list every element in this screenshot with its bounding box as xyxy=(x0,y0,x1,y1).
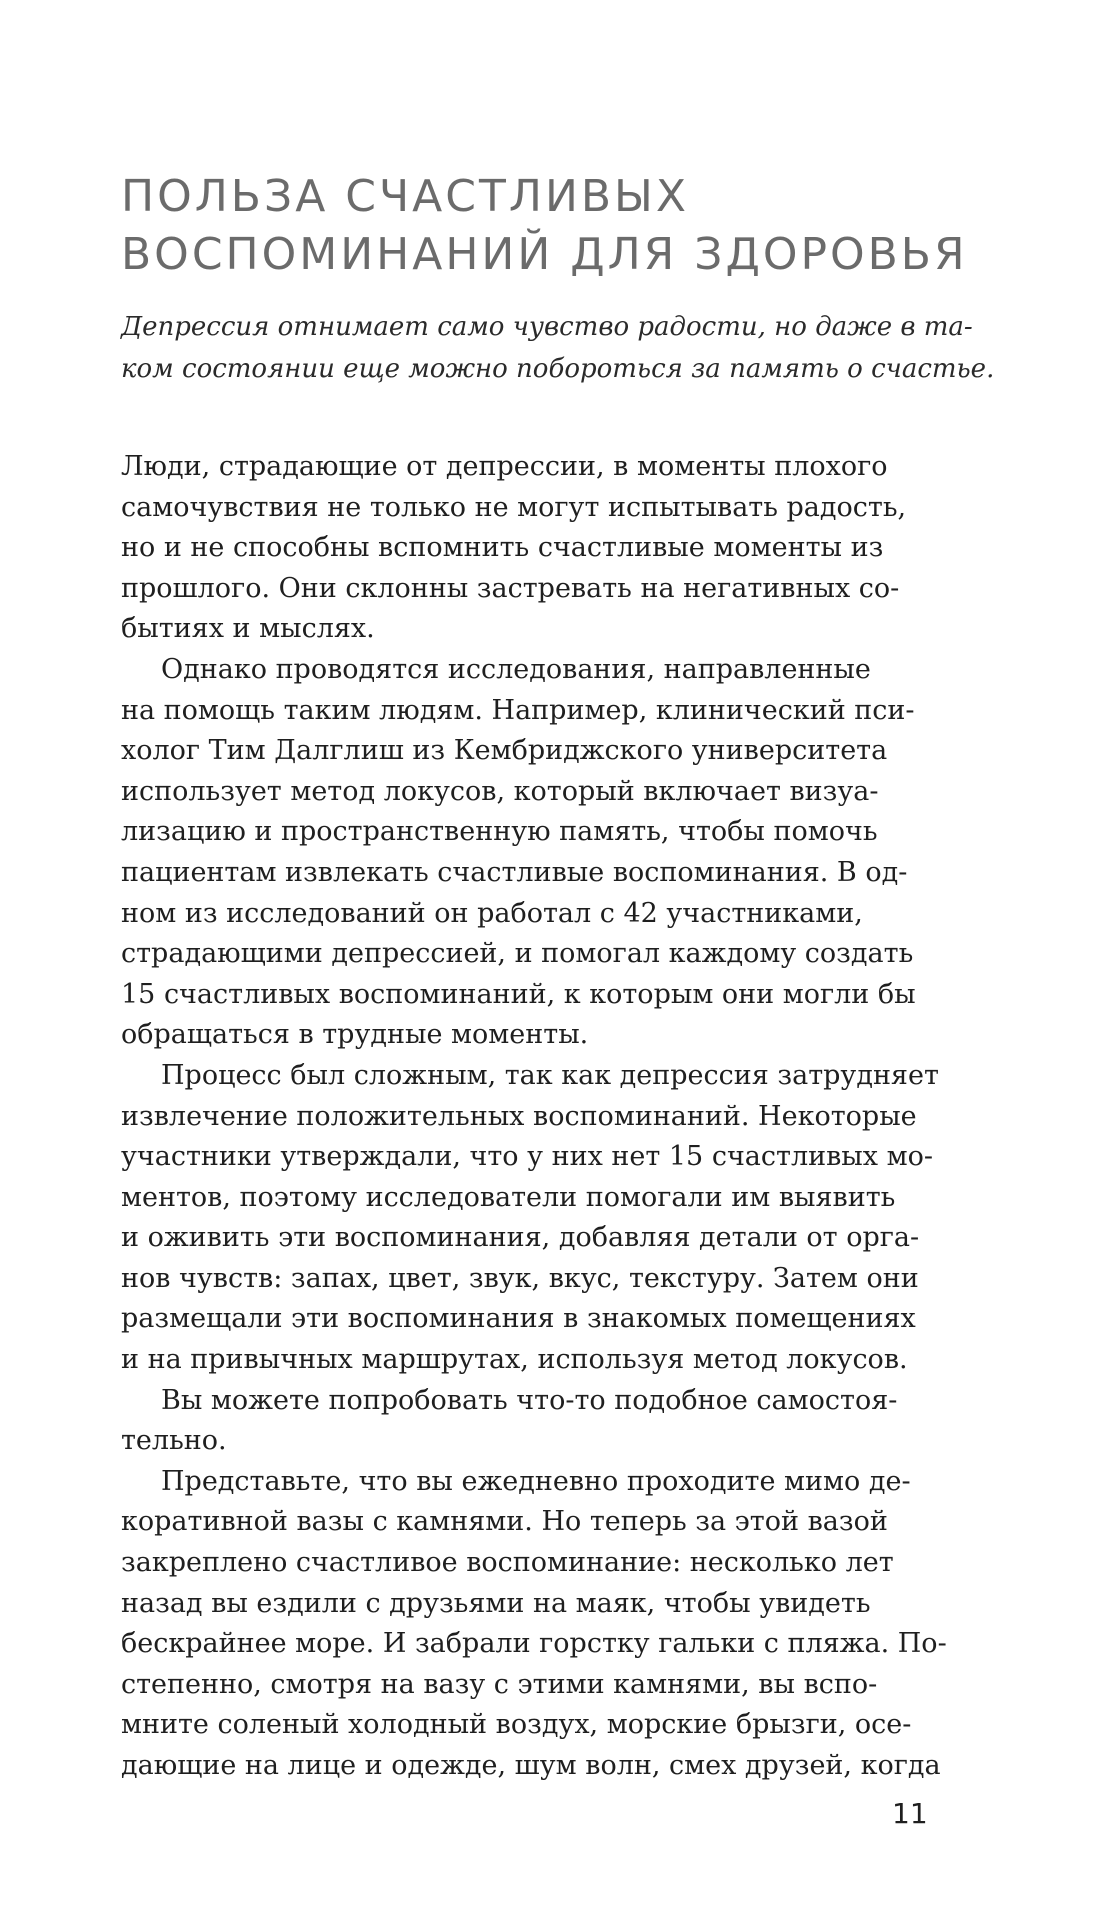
epigraph-line: Депрессия отнимает само чувство радости, но даже в та- xyxy=(121,312,973,342)
text-line: участники утверждали, что у них нет 15 счастливых мо- xyxy=(121,1141,933,1173)
text-line: степенно, смотря на вазу с этими камнями, вы вспо- xyxy=(121,1668,878,1700)
page-number: 11 xyxy=(892,1797,928,1830)
text-line: закреплено счастливое воспоминание: несколько лет xyxy=(121,1547,894,1579)
text-line: страдающими депрессией, и помогал каждому создать xyxy=(121,938,914,970)
text-line: дающие на лице и одежде, шум волн, смех друзей, когда xyxy=(121,1750,941,1781)
text-line: на помощь таким людям. Например, клинический пси- xyxy=(121,694,915,726)
text-line: бескрайнее море. И забрали горстку гальки с пляжа. По- xyxy=(121,1628,947,1660)
text-line: ном из исследований он работал с 42 участниками, xyxy=(121,897,863,929)
text-line: холог Тим Далглиш из Кембриджского университета xyxy=(121,735,888,767)
text-line: извлечение положительных воспоминаний. Некоторые xyxy=(121,1100,917,1132)
text-line: ментов, поэтому исследователи помогали им выявить xyxy=(121,1181,896,1213)
text-line: пациентам извлекать счастливые воспоминания. В од- xyxy=(121,856,908,888)
paragraph-first-line: Процесс был сложным, так как депрессия затрудняет xyxy=(161,1059,939,1091)
text-line: самочувствия не только не могут испытывать радость, xyxy=(121,491,907,523)
chapter-heading xyxy=(121,168,981,284)
body-text xyxy=(121,447,947,1787)
text-line: но и не способны вспомнить счастливые моменты из xyxy=(121,532,884,564)
text-line: и оживить эти воспоминания, добавляя детали от орга- xyxy=(121,1222,920,1254)
paragraph-first-line: Вы можете попробовать что-то подобное самостоя- xyxy=(161,1384,898,1416)
text-line: бытиях и мыслях. xyxy=(121,613,375,645)
text-line: нов чувств: запах, цвет, звук, вкус, текстуру. Затем они xyxy=(121,1262,919,1294)
text-line: использует метод локусов, который включает визуа- xyxy=(121,775,879,807)
heading-line: ПОЛЬЗА СЧАСТЛИВЫХ xyxy=(121,171,690,222)
paragraph-first-line: Однако проводятся исследования, направленные xyxy=(161,653,871,685)
text-line: тельно. xyxy=(121,1425,227,1457)
text-line: лизацию и пространственную память, чтобы помочь xyxy=(121,816,878,848)
text-line: назад вы ездили с друзьями на маяк, чтобы увидеть xyxy=(121,1587,871,1619)
text-line: коративной вазы с камнями. Но теперь за этой вазой xyxy=(121,1506,888,1538)
text-line: размещали эти воспоминания в знакомых помещениях xyxy=(121,1303,916,1335)
text-line: 15 счастливых воспоминаний, к которым они могли бы xyxy=(121,978,916,1010)
epigraph-line: ком состоянии еще можно побороться за память о счастье. xyxy=(121,354,995,384)
heading-line: ВОСПОМИНАНИЙ ДЛЯ ЗДОРОВЬЯ xyxy=(121,229,968,280)
paragraph-first-line: Представьте, что вы ежедневно проходите мимо де- xyxy=(161,1465,911,1497)
text-line: Люди, страдающие от депрессии, в моменты плохого xyxy=(121,451,888,482)
text-line: мните соленый холодный воздух, морские брызги, осе- xyxy=(121,1709,912,1741)
text-line: обращаться в трудные моменты. xyxy=(121,1019,589,1051)
epigraph xyxy=(121,306,995,390)
text-line: и на привычных маршрутах, используя метод локусов. xyxy=(121,1344,908,1376)
text-line: прошлого. Они склонны застревать на негативных со- xyxy=(121,572,900,604)
